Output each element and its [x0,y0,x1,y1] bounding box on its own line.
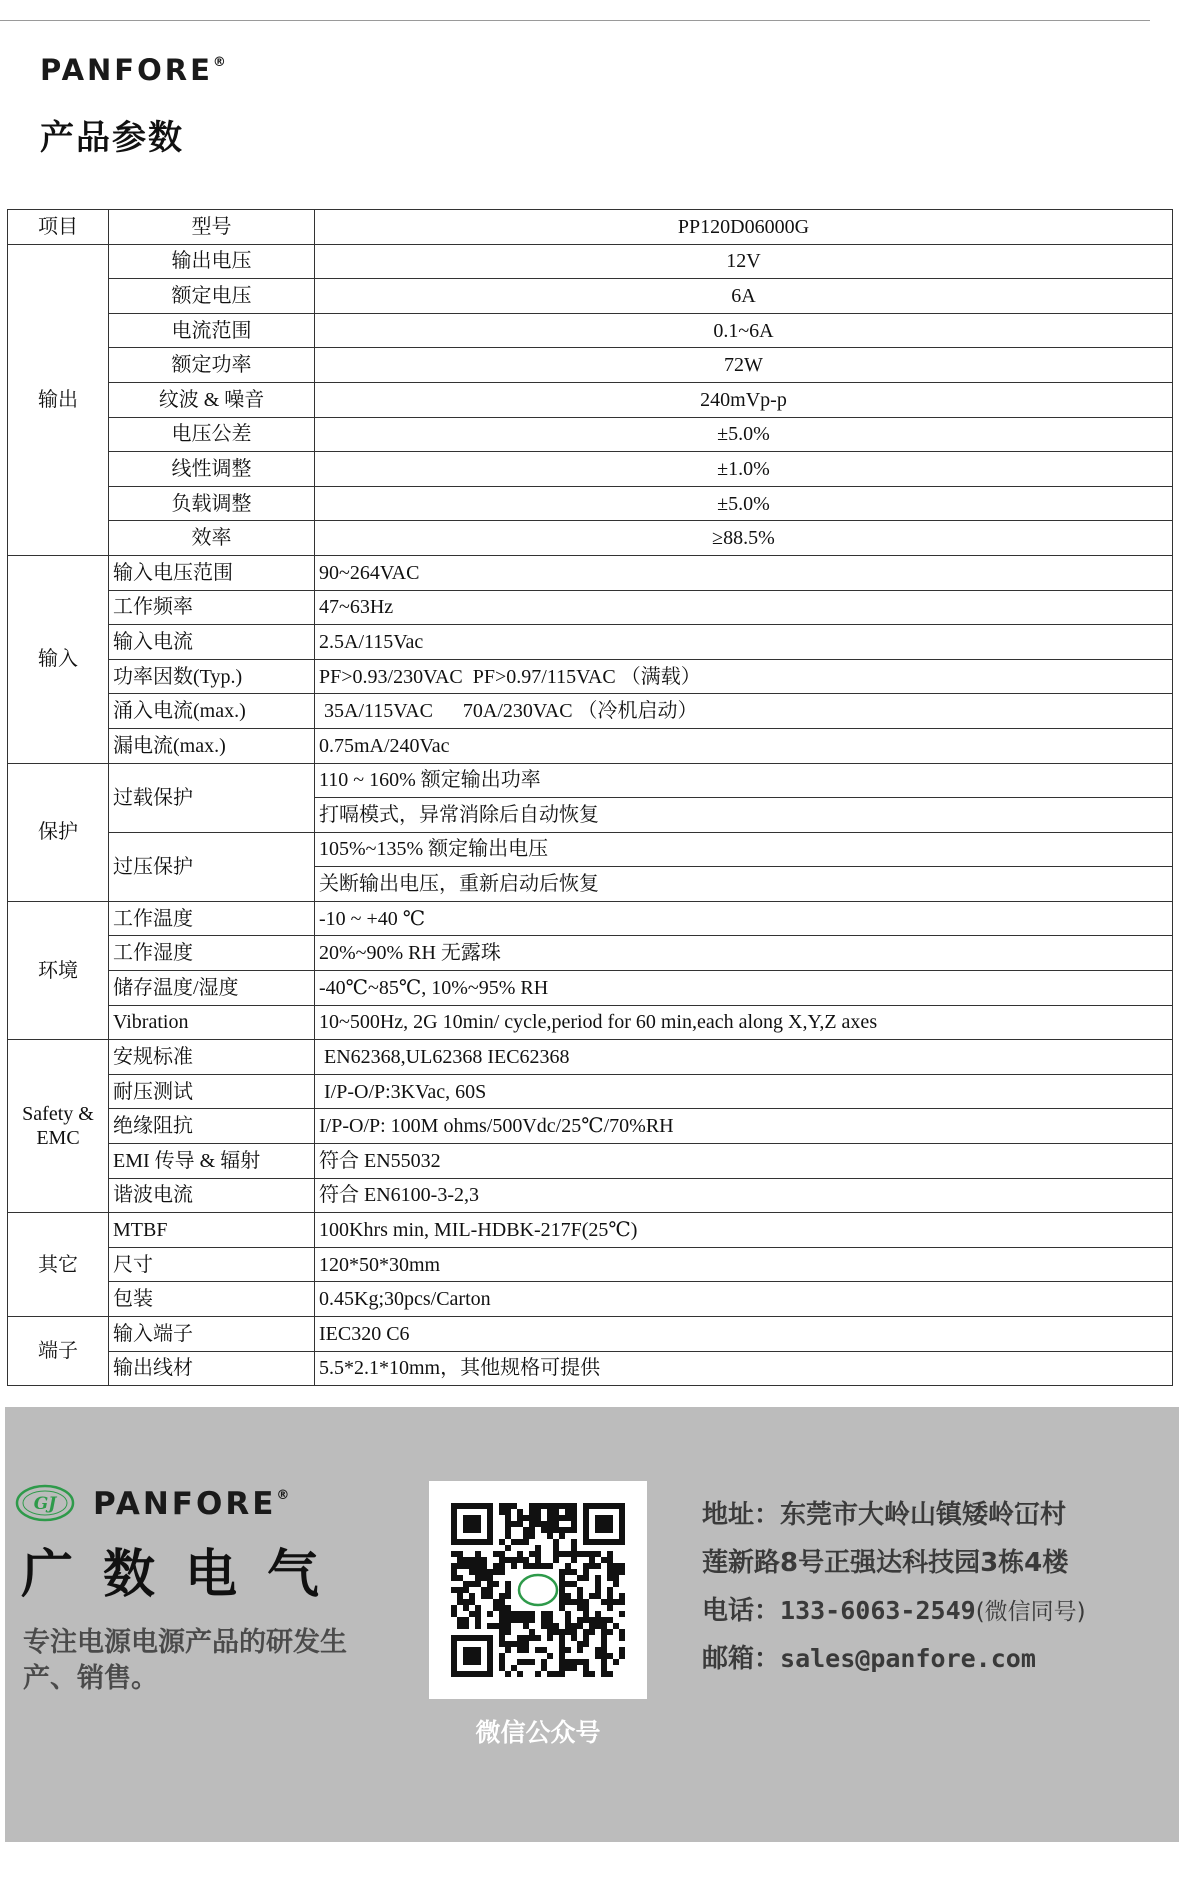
phone-note: (微信同号) [975,1599,1086,1625]
table-row [8,763,1173,798]
table-row [8,1040,1173,1075]
table-row [8,555,1173,590]
row-value: ±5.0% [315,417,1173,452]
wechat-qr-code [429,1481,647,1699]
row-value: 47~63Hz [315,590,1173,625]
row-label: 输入端子 [109,1317,315,1352]
row-label: 额定功率 [109,348,315,383]
table-row [8,382,1173,417]
row-value: ≥88.5% [315,521,1173,556]
table-row [8,590,1173,625]
row-label: 工作温度 [109,901,315,936]
row-label: 涌入电流(max.) [109,694,315,729]
row-value: 90~264VAC [315,555,1173,590]
row-value: 6A [315,279,1173,314]
row-label: 储存温度/湿度 [109,971,315,1006]
table-row [8,313,1173,348]
row-label: EMI 传导 & 辐射 [109,1144,315,1179]
row-label: 过压保护 [109,832,315,901]
row-value: 符合 EN6100-3-2,3 [315,1178,1173,1213]
row-label: 输出线材 [109,1351,315,1386]
row-value: PF>0.93/230VAC PF>0.97/115VAC （满载） [315,659,1173,694]
row-label: 耐压测试 [109,1074,315,1109]
category-output: 输出 [8,244,109,555]
row-value: I/P-O/P: 100M ohms/500Vdc/25℃/70%RH [315,1109,1173,1144]
category-input: 输入 [8,555,109,763]
table-row [8,936,1173,971]
row-value: 120*50*30mm [315,1247,1173,1282]
row-label: 电压公差 [109,417,315,452]
qr-code-icon [429,1481,647,1699]
row-label: 输出电压 [109,244,315,279]
row-label: 效率 [109,521,315,556]
row-value: 2.5A/115Vac [315,625,1173,660]
row-value: IEC320 C6 [315,1317,1173,1352]
header-item: 项目 [8,210,109,245]
row-label: 尺寸 [109,1247,315,1282]
row-value: 100Khrs min, MIL-HDBK-217F(25℃) [315,1213,1173,1248]
address-line-1: 地址：东莞市大岭山镇矮岭冚村 [702,1500,1067,1530]
row-label: 漏电流(max.) [109,728,315,763]
table-row [8,486,1173,521]
table-row [8,659,1173,694]
spec-table [7,209,1173,1386]
row-value: -40℃~85℃, 10%~95% RH [315,971,1173,1006]
table-header-row [8,210,1173,245]
footer-brand: PANFORE® [93,1486,290,1522]
page-title: 产品参数 [40,118,184,158]
row-label: 额定电压 [109,279,315,314]
company-slogan: 专注电源电源产品的研发生产、销售。 [23,1627,347,1694]
row-value: 20%~90% RH 无露珠 [315,936,1173,971]
category-safety-emc: Safety & EMC [8,1040,109,1213]
table-row [8,728,1173,763]
phone-number: 133-6063-2549 [780,1596,976,1625]
table-row [8,1005,1173,1040]
row-value: 105%~135% 额定输出电压 [315,832,1173,867]
row-label: 纹波 & 噪音 [109,382,315,417]
table-row [8,1178,1173,1213]
row-value: EN62368,UL62368 IEC62368 [315,1040,1173,1075]
table-row [8,1247,1173,1282]
category-terminal: 端子 [8,1317,109,1386]
row-value: 12V [315,244,1173,279]
row-label: 线性调整 [109,452,315,487]
row-label: 谐波电流 [109,1178,315,1213]
row-value: 0.45Kg;30pcs/Carton [315,1282,1173,1317]
row-value: 72W [315,348,1173,383]
contact-info [702,1491,1172,1683]
category-protection: 保护 [8,763,109,901]
category-environment: 环境 [8,901,109,1039]
table-row [8,279,1173,314]
company-logo-icon [15,1483,75,1523]
company-name: 广数电气 [21,1545,350,1605]
table-row [8,832,1173,867]
category-other: 其它 [8,1213,109,1317]
phone-line: 电话：133-6063-2549(微信同号) [702,1596,1086,1626]
table-row [8,1282,1173,1317]
row-value: ±5.0% [315,486,1173,521]
row-label: 工作频率 [109,590,315,625]
row-value: 符合 EN55032 [315,1144,1173,1179]
table-row [8,625,1173,660]
top-divider [0,20,1150,21]
email-address[interactable]: sales@panfore.com [780,1644,1036,1673]
row-label: 包装 [109,1282,315,1317]
row-value: 10~500Hz, 2G 10min/ cycle,period for 60 min,each along X,Y,Z axes [315,1005,1173,1040]
address-line-2: 莲新路8号正强达科技园3栋4楼 [702,1548,1069,1578]
row-value: 打嗝模式，异常消除后自动恢复 [315,798,1173,833]
row-label: 功率因数(Typ.) [109,659,315,694]
table-row [8,1144,1173,1179]
header-model: 型号 [109,210,315,245]
row-label: 电流范围 [109,313,315,348]
table-row [8,348,1173,383]
row-value: 35A/115VAC 70A/230VAC （冷机启动） [315,694,1173,729]
row-label: 过载保护 [109,763,315,832]
row-value: 5.5*2.1*10mm，其他规格可提供 [315,1351,1173,1386]
table-row [8,694,1173,729]
row-label: Vibration [109,1005,315,1040]
table-row [8,1213,1173,1248]
table-row [8,971,1173,1006]
row-value: ±1.0% [315,452,1173,487]
row-value: 240mVp-p [315,382,1173,417]
brand-logo-text: PANFORE® [40,53,226,87]
company-footer [5,1407,1179,1842]
row-label: 负载调整 [109,486,315,521]
table-row [8,1351,1173,1386]
row-value: 0.75mA/240Vac [315,728,1173,763]
row-value: 关断输出电压，重新启动后恢复 [315,867,1173,902]
row-value: 110 ~ 160% 额定输出功率 [315,763,1173,798]
table-row [8,1317,1173,1352]
row-label: 工作湿度 [109,936,315,971]
table-row [8,244,1173,279]
row-label: MTBF [109,1213,315,1248]
table-row [8,521,1173,556]
row-label: 输入电压范围 [109,555,315,590]
logo-text: GJ [33,1494,57,1514]
row-value: 0.1~6A [315,313,1173,348]
email-line: 邮箱：sales@panfore.com [702,1644,1036,1674]
qr-caption: 微信公众号 [475,1718,601,1747]
table-row [8,1074,1173,1109]
table-row [8,1109,1173,1144]
row-label: 绝缘阻抗 [109,1109,315,1144]
row-value: I/P-O/P:3KVac, 60S [315,1074,1173,1109]
header-model-value: PP120D06000G [315,210,1173,245]
table-row [8,452,1173,487]
row-label: 安规标准 [109,1040,315,1075]
row-value: -10 ~ +40 ℃ [315,901,1173,936]
table-row [8,901,1173,936]
row-label: 输入电流 [109,625,315,660]
table-row [8,417,1173,452]
